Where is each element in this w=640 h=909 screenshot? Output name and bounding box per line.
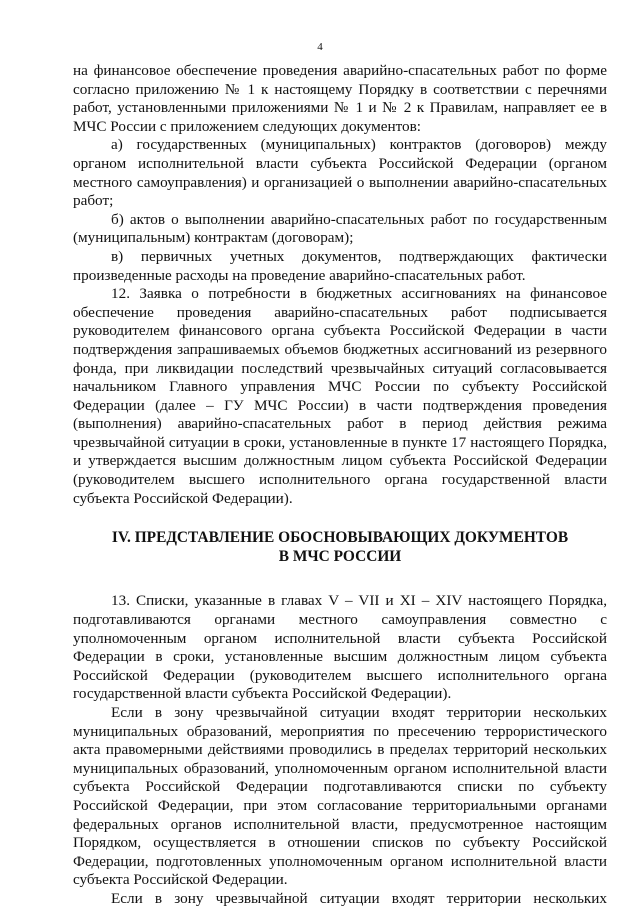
section-heading-iv [73, 529, 607, 566]
page-number: 4 [317, 41, 323, 53]
section-heading-line-2: В МЧС РОССИИ [278, 547, 402, 565]
paragraph-item-a-contracts: а) государственных (муниципальных) контрактов (договоров) между органом исполнительной власти субъекта Российской Федерации (органом местного самоуправления) и организацией о выполнении аварийно-спасательных работ; [73, 136, 607, 210]
document-body [73, 62, 607, 909]
paragraph-multiple-municipalities: Если в зону чрезвычайной ситуации входят территории нескольких муниципальных образований, мероприятия по пресечению террористического акта правомерными действиями проводились в пределах территорий нескольких муниципальных образований, уполномоченным органом исполнительной власти субъекта Российской Федерации подготавливаются списки по субъекту Российской Федерации, при этом согласование территориальными органами федеральных органов исполнительной власти, предусмотренное настоящим Порядком, осуществляется в отношении списков по субъекту Российской Федерации, подготовленных уполномоченным органом исполнительной власти субъекта Российской Федерации. [73, 704, 607, 889]
section-heading-line-1: IV. ПРЕДСТАВЛЕНИЕ ОБОСНОВЫВАЮЩИХ ДОКУМЕНТОВ [111, 529, 569, 547]
paragraph-continued-next-page: Если в зону чрезвычайной ситуации входят территории нескольких [111, 889, 607, 907]
paragraph-clause-13: 13. Списки, указанные в главах V – VII и XI – XIV настоящего Порядка, подготавливаются органами местного самоуправления совместно с уполномоченным органом исполнительной власти субъекта Российской Федерации в сроки, установленные высшим должностным лицом субъекта Российской Федерации (руководителем высшего исполнительного органа государственной власти субъекта Российской Федерации). [73, 592, 607, 703]
paragraph-item-c-primary-documents: в) первичных учетных документов, подтверждающих фактически произведенные расходы на проведение аварийно-спасательных работ. [73, 247, 607, 284]
paragraph-clause-12: 12. Заявка о потребности в бюджетных ассигнованиях на финансовое обеспечение проведения аварийно-спасательных работ подписывается руководителем финансового органа субъекта Российской Федерации в части подтверждения запрашиваемых объемов бюджетных ассигнований из резервного фонда, при ликвидации последствий чрезвычайных ситуаций согласовывается начальником Главного управления МЧС России по субъекту Российской Федерации (далее – ГУ МЧС России) в части подтверждения проведения (выполнения) аварийно-спасательных работ в период действия режима чрезвычайной ситуации в сроки, установленные в пункте 17 настоящего Порядка, и утверждается высшим должностным лицом субъекта Российской Федерации (руководителем высшего исполнительного органа государственной власти субъекта Российской Федерации). [73, 285, 607, 507]
paragraph-item-b-acts: б) актов о выполнении аварийно-спасательных работ по государственным (муниципальным) контрактам (договорам); [73, 210, 607, 247]
paragraph-submission-continued: на финансовое обеспечение проведения аварийно-спасательных работ по форме согласно приложению № 1 к настоящему Порядку в соответствии с перечнями работ, установленными приложениями № 1 и № 2 к Правилам, направляет ее в МЧС России с приложением следующих документов: [73, 62, 607, 135]
